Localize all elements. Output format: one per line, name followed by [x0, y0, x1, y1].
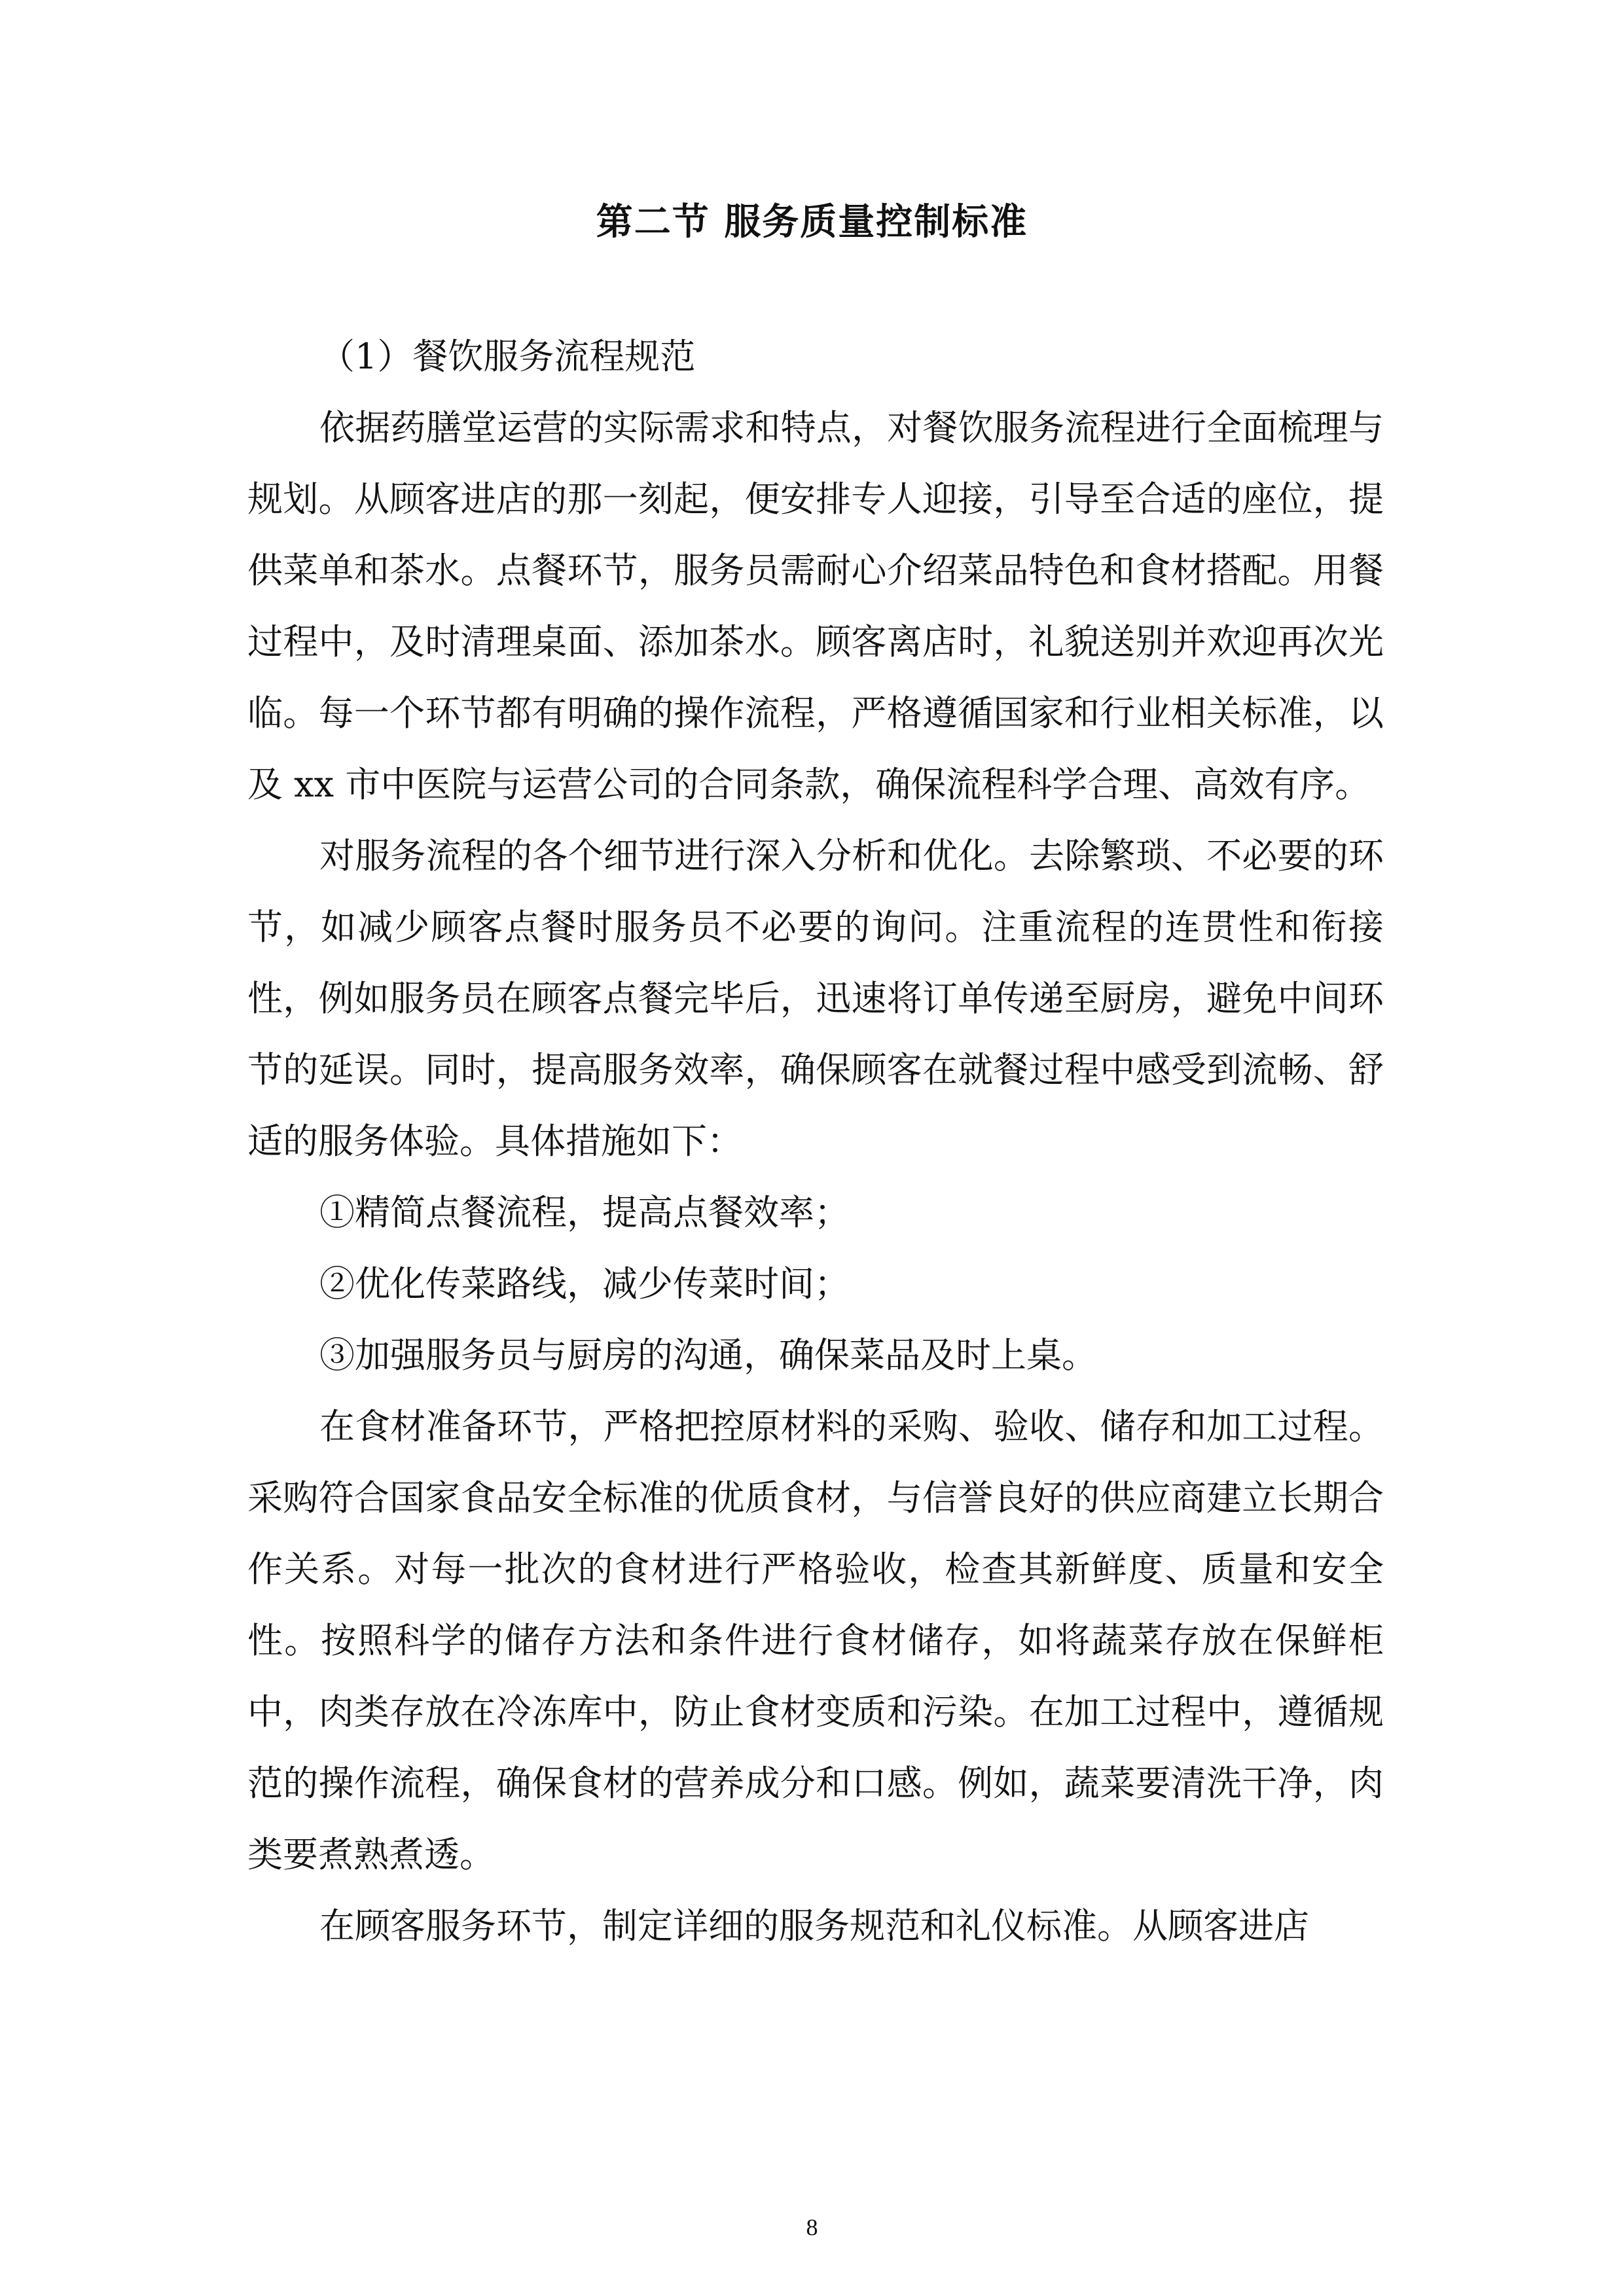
paragraph: 对服务流程的各个细节进行深入分析和优化。去除繁琐、不必要的环节，如减少顾客点餐时服务员不必要的询问。注重流程的连贯性和衔接性，例如服务员在顾客点餐完毕后，迅速将订单传递至厨房，避免中间环节的延误。同时，提高服务效率，确保顾客在就餐过程中感受到流畅、舒适的服务体验。具体措施如下： — [247, 835, 1384, 1162]
page-number: 8 — [806, 2214, 818, 2240]
list-item: ②优化传菜路线，减少传菜时间； — [319, 1263, 850, 1304]
body-text — [247, 321, 1384, 1962]
paragraph: 在食材准备环节，严格把控原材料的采购、验收、储存和加工过程。采购符合国家食品安全标准的优质食材，与信誉良好的供应商建立长期合作关系。对每一批次的食材进行严格验收，检查其新鲜度、质量和安全性。按照科学的储存方法和条件进行食材储存，如将蔬菜存放在保鲜柜中，肉类存放在冷冻库中，防止食材变质和污染。在加工过程中，遵循规范的操作流程，确保食材的营养成分和口感。例如，蔬菜要清洗干净，肉类要煮熟煮透。 — [247, 1406, 1384, 1875]
list-item: ①精简点餐流程，提高点餐效率； — [319, 1192, 850, 1233]
list-item: ③加强服务员与厨房的沟通，确保菜品及时上桌。 — [319, 1335, 1097, 1376]
paragraph: 依据药膳堂运营的实际需求和特点，对餐饮服务流程进行全面梳理与规划。从顾客进店的那一刻起，便安排专人迎接，引导至合适的座位，提供菜单和茶水。点餐环节，服务员需耐心介绍菜品特色和食材搭配。用餐过程中，及时清理桌面、添加茶水。顾客离店时，礼貌送别并欢迎再次光临。每一个环节都有明确的操作流程，严格遵循国家和行业相关标准，以及 xx 市中医院与运营公司的合同条款，确保流程科学合理、高效有序。 — [247, 407, 1384, 805]
subsection-heading: （1）餐饮服务流程规范 — [319, 336, 696, 377]
paragraph: 在顾客服务环节，制定详细的服务规范和礼仪标准。从顾客进店 — [319, 1905, 1309, 1946]
section-title: 第二节 服务质量控制标准 — [596, 201, 1028, 243]
